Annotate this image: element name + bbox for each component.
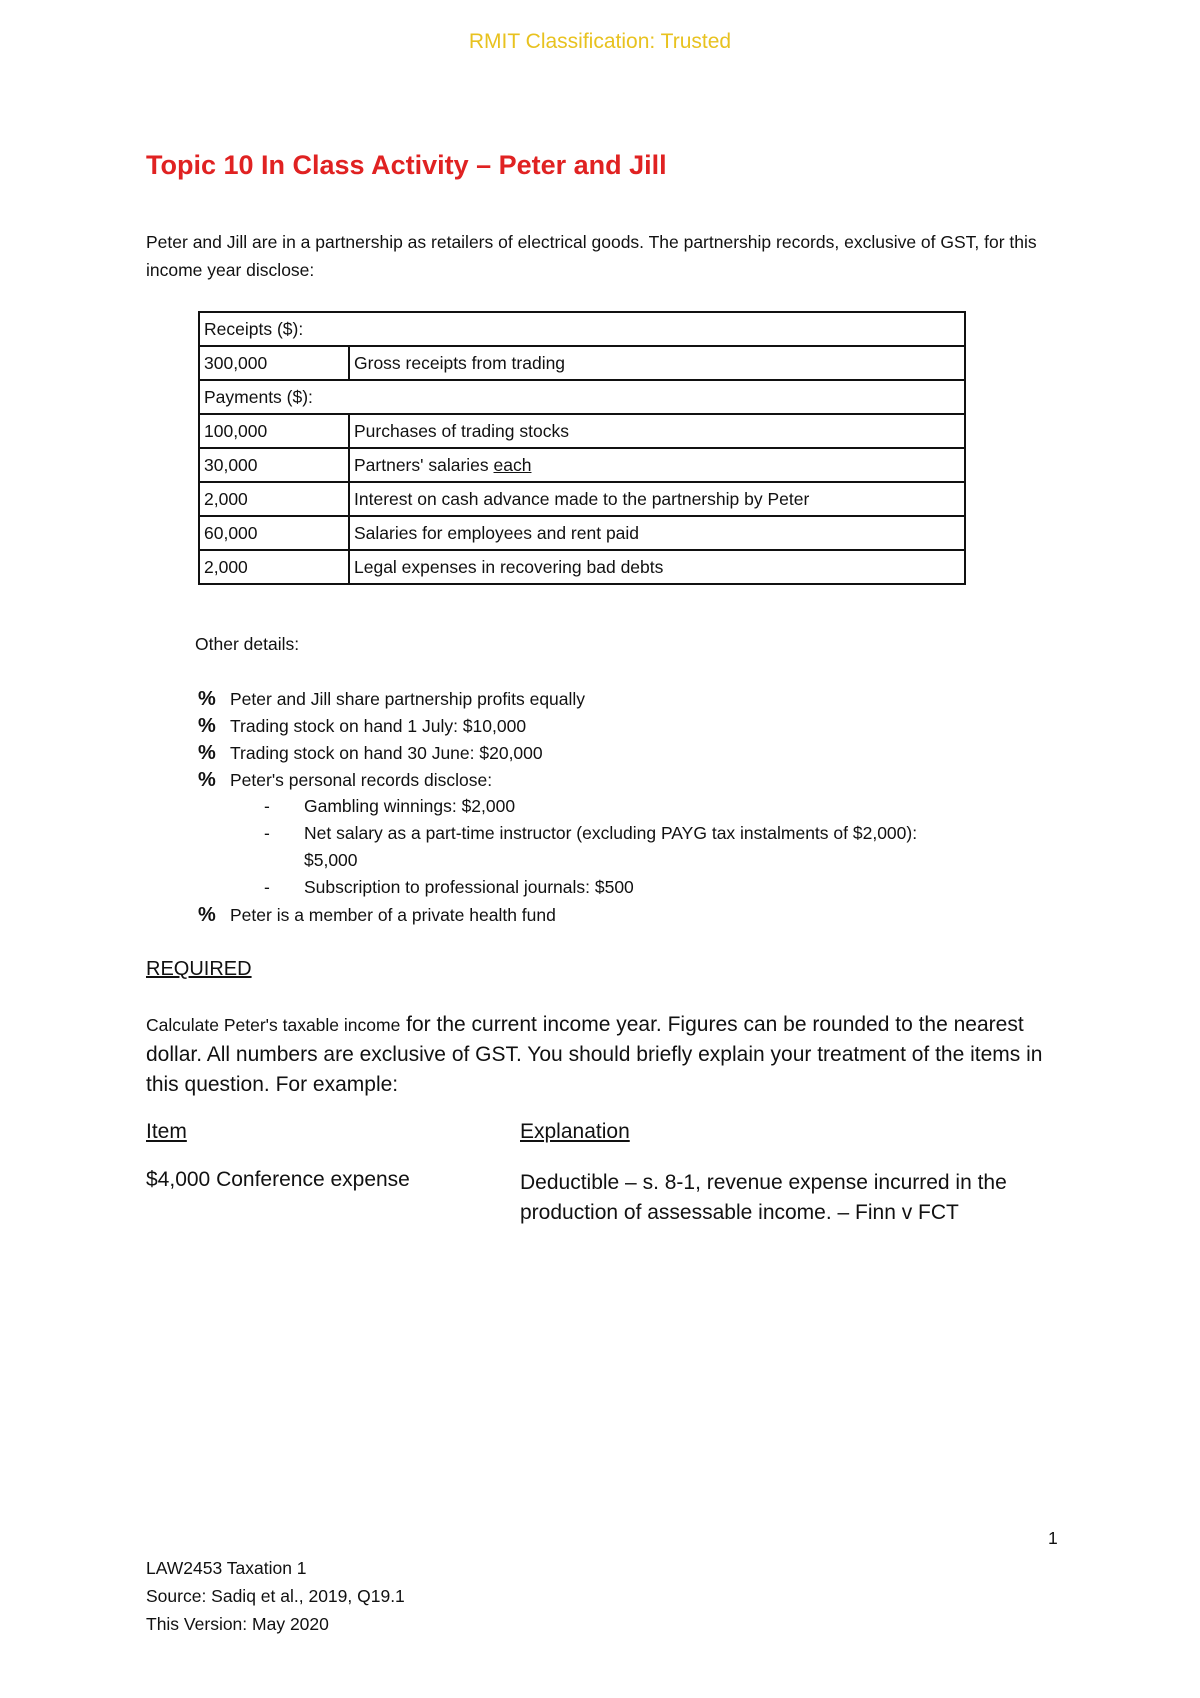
list-item-text: Trading stock on hand 30 June: $20,000 (230, 743, 543, 763)
table-row (199, 346, 965, 380)
dash-bullet-icon: - (264, 796, 270, 816)
row-description: Salaries for employees and rent paid (349, 516, 965, 550)
percent-bullet-icon: % (198, 688, 216, 710)
footer-course: LAW2453 Taxation 1 (146, 1558, 307, 1578)
sub-list-item-text: Gambling winnings: $2,000 (304, 796, 516, 816)
partnership-records-table (198, 311, 966, 585)
column-header-item: Item (146, 1120, 187, 1143)
row-description-emphasis: each (493, 454, 532, 475)
row-description: Interest on cash advance made to the partnership by Peter (349, 482, 965, 516)
document-title: Topic 10 In Class Activity – Peter and Jill (146, 150, 667, 180)
list-item (198, 769, 492, 792)
row-amount: 2,000 (199, 550, 349, 584)
row-description (349, 448, 965, 482)
example-explanation: Deductible – s. 8-1, revenue expense incurred in the production of assessable income. – Finn v FCT (520, 1171, 1007, 1224)
dash-bullet-icon: - (264, 823, 270, 843)
list-item-text: Peter and Jill share partnership profits equally (230, 689, 586, 709)
row-description: Gross receipts from trading (349, 346, 965, 380)
table-row (199, 448, 965, 482)
percent-bullet-icon: % (198, 715, 216, 737)
list-item (198, 715, 526, 738)
list-item-text: Peter's personal records disclose: (230, 770, 493, 790)
percent-bullet-icon: % (198, 904, 216, 926)
row-amount: 60,000 (199, 516, 349, 550)
required-text: for the current income year. Figures can be rounded to the nearest dollar. All numbers are exclusive of GST. You should briefly explain your treatment of the items in this question. For example: (146, 1013, 1043, 1096)
column-header-explanation: Explanation (520, 1120, 630, 1143)
table-row (199, 414, 965, 448)
required-heading: REQUIRED (146, 958, 252, 980)
page-number: 1 (1048, 1528, 1058, 1548)
dash-bullet-icon: - (264, 877, 270, 897)
required-lead: Calculate Peter's taxable income (146, 1015, 401, 1035)
sub-list-item-text: Subscription to professional journals: $500 (304, 877, 634, 897)
row-description-text: Partners' salaries (354, 454, 494, 475)
row-description: Purchases of trading stocks (349, 414, 965, 448)
footer-source: Source: Sadiq et al., 2019, Q19.1 (146, 1586, 405, 1606)
sub-list-item (264, 796, 515, 817)
table-row (199, 516, 965, 550)
table-section-header (199, 312, 965, 346)
list-item (198, 904, 556, 927)
row-amount: 2,000 (199, 482, 349, 516)
table-row (199, 482, 965, 516)
sub-list-item-text: Net salary as a part-time instructor (excluding PAYG tax instalments of $2,000): (304, 823, 918, 843)
sub-list-item (264, 877, 634, 898)
row-amount: 30,000 (199, 448, 349, 482)
sub-list-item-continuation: $5,000 (304, 850, 358, 870)
row-amount: 300,000 (199, 346, 349, 380)
percent-bullet-icon: % (198, 742, 216, 764)
intro-paragraph: Peter and Jill are in a partnership as retailers of electrical goods. The partnership records, exclusive of GST, for this income year disclose: (146, 232, 1037, 280)
footer-version: This Version: May 2020 (146, 1614, 329, 1634)
payments-header: Payments ($): (199, 380, 965, 414)
list-item (198, 742, 543, 765)
example-item: $4,000 Conference expense (146, 1168, 410, 1191)
sub-list-item (264, 823, 917, 844)
required-instructions (146, 1010, 1066, 1100)
list-item-text: Trading stock on hand 1 July: $10,000 (230, 716, 527, 736)
list-item (198, 688, 585, 711)
other-details-label: Other details: (195, 634, 300, 654)
percent-bullet-icon: % (198, 769, 216, 791)
row-amount: 100,000 (199, 414, 349, 448)
table-section-header (199, 380, 965, 414)
table-row (199, 550, 965, 584)
list-item-text: Peter is a member of a private health fund (230, 905, 556, 925)
row-description: Legal expenses in recovering bad debts (349, 550, 965, 584)
receipts-header: Receipts ($): (199, 312, 965, 346)
classification-label: RMIT Classification: Trusted (468, 30, 732, 53)
